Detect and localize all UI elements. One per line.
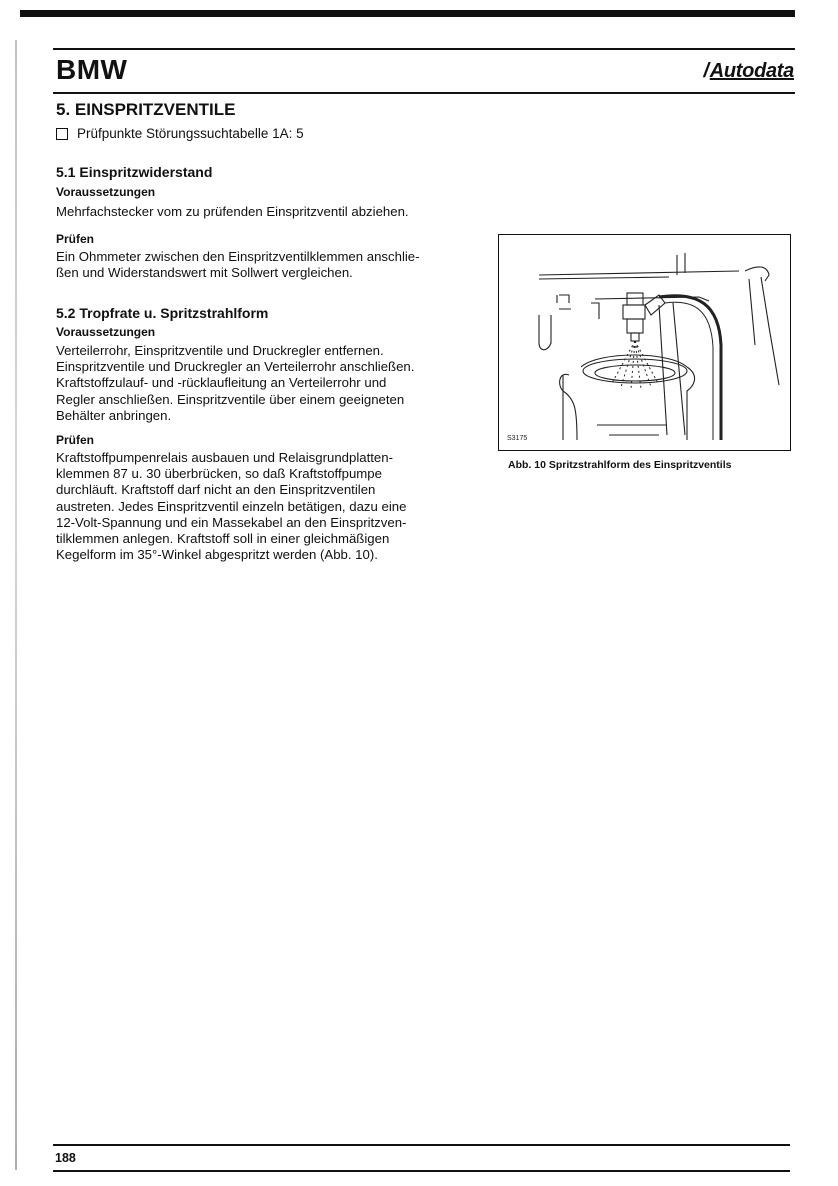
text-line: austreten. Jedes Einspritzventil einzeln betätigen, dazu eine: [56, 498, 407, 514]
voraussetzungen-heading-5-2: Voraussetzungen: [56, 325, 156, 339]
text-line: Behälter anbringen.: [56, 407, 172, 423]
footer-rule-bottom: [53, 1170, 790, 1172]
scan-edge: [15, 40, 17, 1170]
text-line: klemmen 87 u. 30 überbrücken, so daß Kraftstoffpumpe: [56, 466, 382, 482]
autodata-logo: [703, 60, 794, 83]
figure-code: S3175: [507, 435, 528, 442]
text-line: 12-Volt-Spannung und ein Massekabel an den Einspritzven-: [56, 514, 407, 530]
page-number: 188: [55, 1151, 76, 1165]
injector-spray-illustration: [499, 235, 789, 449]
text-line: Einspritzventile und Druckregler an Verteilerrohr anschließen.: [56, 359, 415, 375]
text-line: Kegelform im 35°-Winkel abgespritzt werden (Abb. 10).: [56, 547, 378, 563]
text-line: tilklemmen anlegen. Kraftstoff soll in einer gleichmäßigen: [56, 531, 390, 547]
footer-rule-top: [53, 1144, 790, 1146]
checkpoint-text: Prüfpunkte Störungssuchtabelle 1A: 5: [77, 126, 304, 141]
header-rule-bottom: [53, 92, 795, 94]
logo-text: Autodata: [709, 60, 794, 82]
text-line: Verteilerrohr, Einspritzventile und Druckregler entfernen.: [56, 343, 384, 358]
brand-title: BMW: [56, 54, 128, 85]
subsection-5-1-title: 5.1 Einspritzwiderstand: [56, 164, 213, 180]
top-bar: [20, 10, 795, 17]
pruefen-text-5-1: [56, 249, 464, 281]
voraussetzungen-text-5-1: Mehrfachstecker vom zu prüfenden Einspritzventil abziehen.: [56, 204, 409, 219]
text-line: Regler anschließen. Einspritzventile über einem geeigneten: [56, 391, 405, 407]
text-line: durchläuft. Kraftstoff darf nicht an den Einspritzventilen: [56, 482, 376, 498]
voraussetzungen-text-5-2: [56, 343, 464, 424]
pruefen-heading-5-2: Prüfen: [56, 433, 95, 447]
text-line: ßen und Widerstandswert mit Sollwert vergleichen.: [56, 265, 353, 281]
pruefen-text-5-2: [56, 450, 464, 563]
header-rule-top: [53, 48, 795, 50]
text-line: Ein Ohmmeter zwischen den Einspritzventilklemmen anschlie-: [56, 249, 420, 264]
section-title: 5. EINSPRITZVENTILE: [56, 100, 236, 119]
logo-slash: /: [703, 60, 709, 82]
text-line: Kraftstoffpumpenrelais ausbauen und Relaisgrundplatten-: [56, 450, 393, 465]
subsection-5-2-title: 5.2 Tropfrate u. Spritzstrahlform: [56, 305, 269, 321]
checkpoint-line: [56, 126, 304, 141]
figure-frame: [498, 234, 791, 451]
checkbox-icon: [56, 128, 68, 140]
voraussetzungen-heading-5-1: Voraussetzungen: [56, 185, 156, 199]
figure-caption: Abb. 10 Spritzstrahlform des Einspritzventils: [508, 459, 732, 471]
text-line: Kraftstoffzulauf- und -rücklaufleitung an Verteilerrohr und: [56, 375, 387, 391]
pruefen-heading-5-1: Prüfen: [56, 232, 95, 246]
